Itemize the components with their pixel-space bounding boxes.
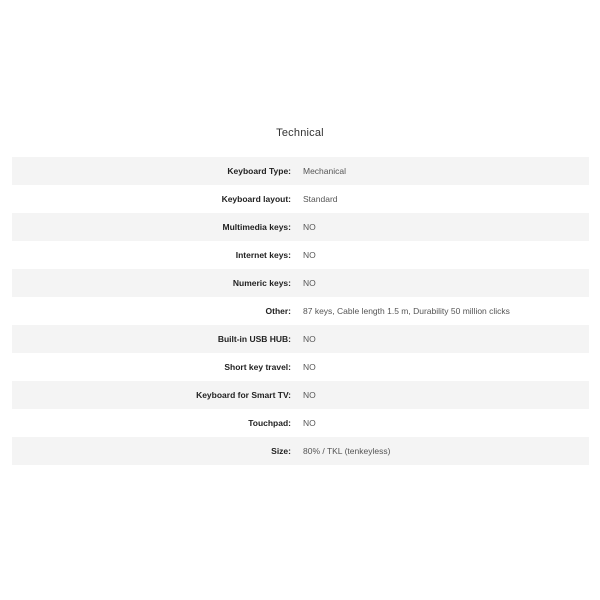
spec-value: Mechanical (303, 166, 346, 176)
spec-row-keyboard-layout (12, 185, 589, 213)
spec-value: NO (303, 362, 316, 372)
spec-row-size (12, 437, 589, 465)
spec-row-internet-keys (12, 241, 589, 269)
spec-row-touchpad (12, 409, 589, 437)
spec-row-numeric-keys (12, 269, 589, 297)
spec-value: 80% / TKL (tenkeyless) (303, 446, 391, 456)
spec-row-short-key-travel (12, 353, 589, 381)
spec-value: NO (303, 390, 316, 400)
spec-label: Numeric keys: (232, 278, 291, 288)
spec-label: Size: (271, 446, 291, 456)
spec-value: 87 keys, Cable length 1.5 m, Durability 50 million clicks (303, 306, 510, 316)
spec-row-usb-hub (12, 325, 589, 353)
spec-value: NO (303, 250, 316, 260)
spec-label: Short key travel: (224, 362, 291, 372)
spec-label: Other: (265, 306, 291, 316)
spec-label: Keyboard layout: (221, 194, 291, 204)
spec-value: NO (303, 222, 316, 232)
spec-value: NO (303, 334, 316, 344)
spec-row-keyboard-type (12, 157, 589, 185)
section-title: Technical (276, 127, 324, 139)
spec-row-smart-tv (12, 381, 589, 409)
spec-value: NO (303, 418, 316, 428)
spec-value: Standard (303, 194, 338, 204)
spec-label: Keyboard Type: (227, 166, 291, 176)
spec-label: Built-in USB HUB: (217, 334, 291, 344)
spec-label: Internet keys: (235, 250, 291, 260)
spec-row-multimedia-keys (12, 213, 589, 241)
spec-label: Keyboard for Smart TV: (196, 390, 291, 400)
spec-value: NO (303, 278, 316, 288)
spec-label: Multimedia keys: (222, 222, 291, 232)
spec-label: Touchpad: (248, 418, 291, 428)
spec-row-other (12, 297, 589, 325)
spec-table (12, 157, 589, 465)
